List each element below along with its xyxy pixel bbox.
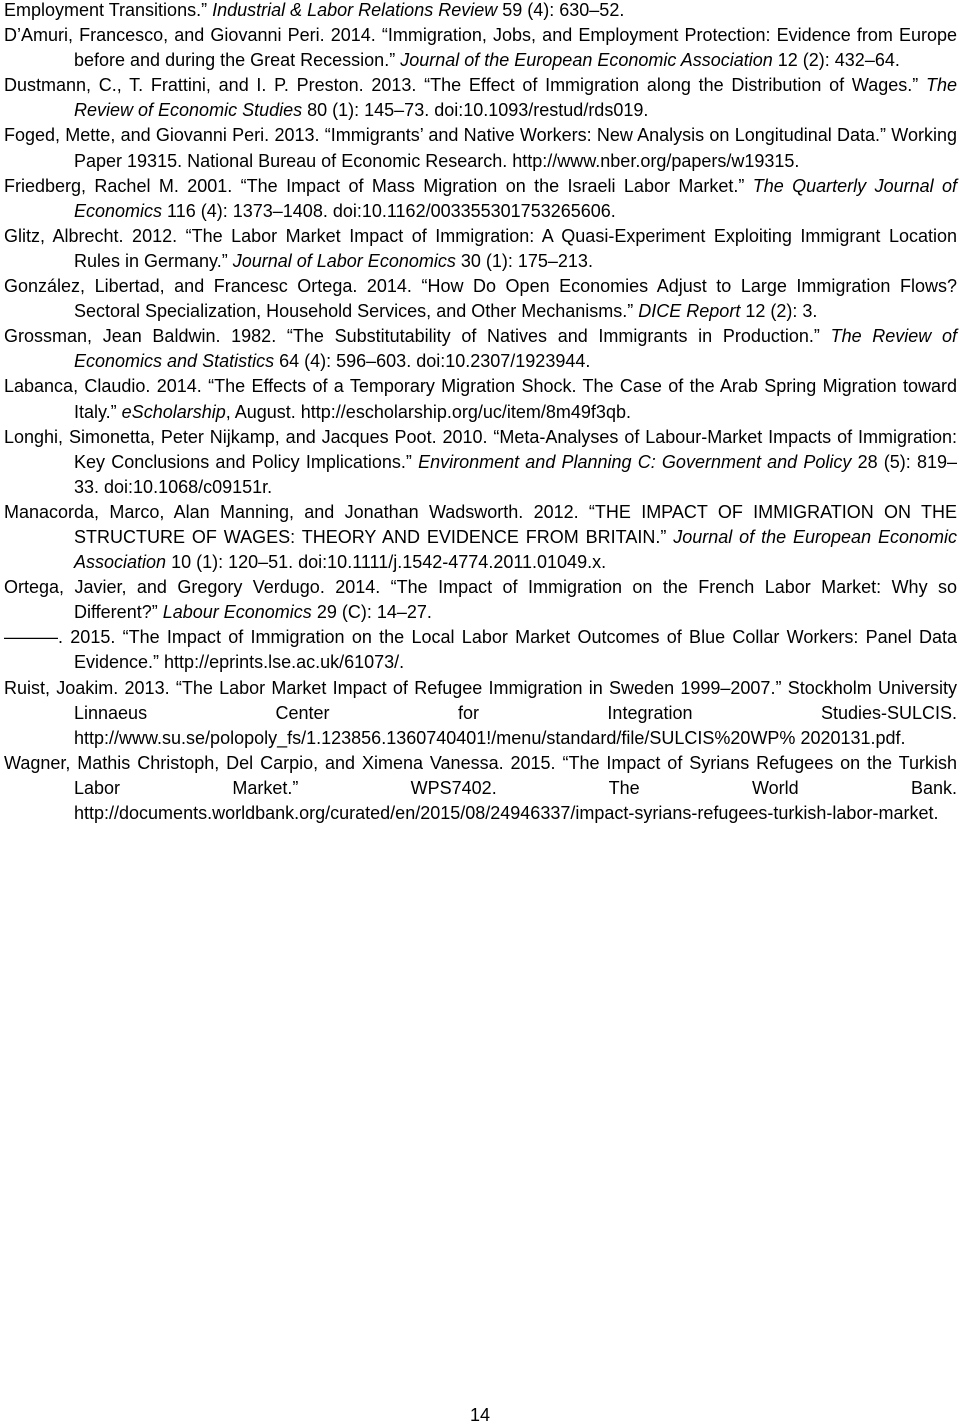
ref-text: Foged, Mette, and Giovanni Peri. 2013. “Immigrants’ and Native Workers: New Analysis on Longitudinal Data.” Working Paper 19315. National Bureau of Economic Research. http://www.nber.org/papers/w19315. [4,125,957,171]
ref-text: Grossman, Jean Baldwin. 1982. “The Substitutability of Natives and Immigrants in Production.” [4,326,831,347]
reference-entry [4,23,957,73]
reference-entry [4,324,957,374]
reference-entry [4,0,957,23]
reference-entry [4,751,957,826]
ref-details: 12 (2): 432–64. [772,50,900,71]
ref-journal: The Quarterly Journal of Economics [74,175,958,221]
ref-text: Wagner, Mathis Christoph, Del Carpio, and Ximena Vanessa. 2015. “The Impact of Syrians Refugees on the Turkish Labor Market.” WPS7402. The World Bank. http://documents.worldbank.org/curated/en/2015/08/24946337/impact-syrians-refugees-turkish-labor-market. [4,752,957,823]
ref-details: 28 (5): 819–33. doi:10.1068/c09151r. [74,451,958,497]
ref-text: Friedberg, Rachel M. 2001. “The Impact of Mass Migration on the Israeli Labor Market.” [4,175,753,196]
reference-entry [4,73,957,123]
ref-text: Dustmann, C., T. Frattini, and I. P. Preston. 2013. “The Effect of Immigration along the Distribution of Wages.” [4,75,926,96]
reference-entry [4,500,957,575]
ref-journal: Environment and Planning C: Government and Policy [418,451,852,472]
ref-details: 64 (4): 596–603. doi:10.2307/1923944. [274,351,591,372]
ref-journal: Labour Economics [162,602,312,623]
reference-entry [4,676,957,751]
reference-entry [4,123,957,173]
ref-text: Ortega, Javier, and Gregory Verdugo. 2014. “The Impact of Immigration on the French Labor Market: Why so Different?” [4,577,957,623]
ref-text: Employment Transitions.” [4,0,213,20]
reference-entry [4,374,957,424]
reference-entry [4,625,957,675]
ref-journal: Journal of Labor Economics [232,250,456,271]
ref-text: Ruist, Joakim. 2013. “The Labor Market Impact of Refugee Immigration in Sweden 1999–2007.” Stockholm University Linnaeus Center for Integration Studies-SULCIS. http://www.su.se/polopoly_fs/1.123856.1360740401!/menu/standard/file/SULCIS%20WP% 2020131.pdf. [4,677,957,748]
ref-details: 30 (1): 175–213. [455,250,593,271]
ref-details: 116 (4): 1373–1408. doi:10.1162/003355301753265606. [162,200,616,221]
ref-details: 12 (2): 3. [740,301,818,322]
reference-entry [4,274,957,324]
reference-entry [4,425,957,500]
ref-details: 80 (1): 145–73. doi:10.1093/restud/rds019. [302,100,649,121]
reference-entry [4,174,957,224]
ref-text: Manacorda, Marco, Alan Manning, and Jonathan Wadsworth. 2012. “THE IMPACT OF IMMIGRATION ON THE STRUCTURE OF WAGES: THEORY AND EVIDENCE FROM BRITAIN.” [4,501,957,547]
page-number: 14 [469,1405,491,1425]
ref-text: Longhi, Simonetta, Peter Nijkamp, and Jacques Poot. 2010. “Meta-Analyses of Labour-Market Impacts of Immigration: Key Conclusions and Policy Implications.” [4,426,957,472]
ref-journal: Journal of the European Economic Association [74,526,958,573]
reference-entry [4,575,957,625]
ref-journal: Journal of the European Economic Association [400,50,773,71]
ref-journal: DICE Report [638,301,741,322]
ref-details: 10 (1): 120–51. doi:10.1111/j.1542-4774.2011.01049.x. [166,552,607,573]
ref-text: D’Amuri, Francesco, and Giovanni Peri. 2014. “Immigration, Jobs, and Employment Protection: Evidence from Europe before and during the Great Recession.” [4,25,957,71]
ref-details: 29 (C): 14–27. [311,602,432,623]
ref-journal: Industrial & Labor Relations Review [212,0,498,20]
ref-text: ———. 2015. “The Impact of Immigration on the Local Labor Market Outcomes of Blue Collar Workers: Panel Data Evidence.” http://eprints.lse.ac.uk/61073/. [4,627,957,673]
ref-text: González, Libertad, and Francesc Ortega. 2014. “How Do Open Economies Adjust to Large Immigration Flows? Sectoral Specialization, Household Services, and Other Mechanisms.” [4,276,957,322]
ref-text: Labanca, Claudio. 2014. “The Effects of a Temporary Migration Shock. The Case of the Arab Spring Migration toward Italy.” [4,376,957,422]
reference-list [4,0,957,826]
reference-entry [4,224,957,274]
ref-text: Glitz, Albrecht. 2012. “The Labor Market Impact of Immigration: A Quasi-Experiment Exploiting Immigrant Location Rules in Germany.” [4,225,957,271]
ref-journal: The Review of Economics and Statistics [74,326,957,372]
ref-details: , August. http://escholarship.org/uc/item/8m49f3qb. [225,401,631,422]
ref-journal: eScholarship [121,401,226,422]
ref-journal: The Review of Economic Studies [74,75,957,121]
ref-details: 59 (4): 630–52. [497,0,625,20]
